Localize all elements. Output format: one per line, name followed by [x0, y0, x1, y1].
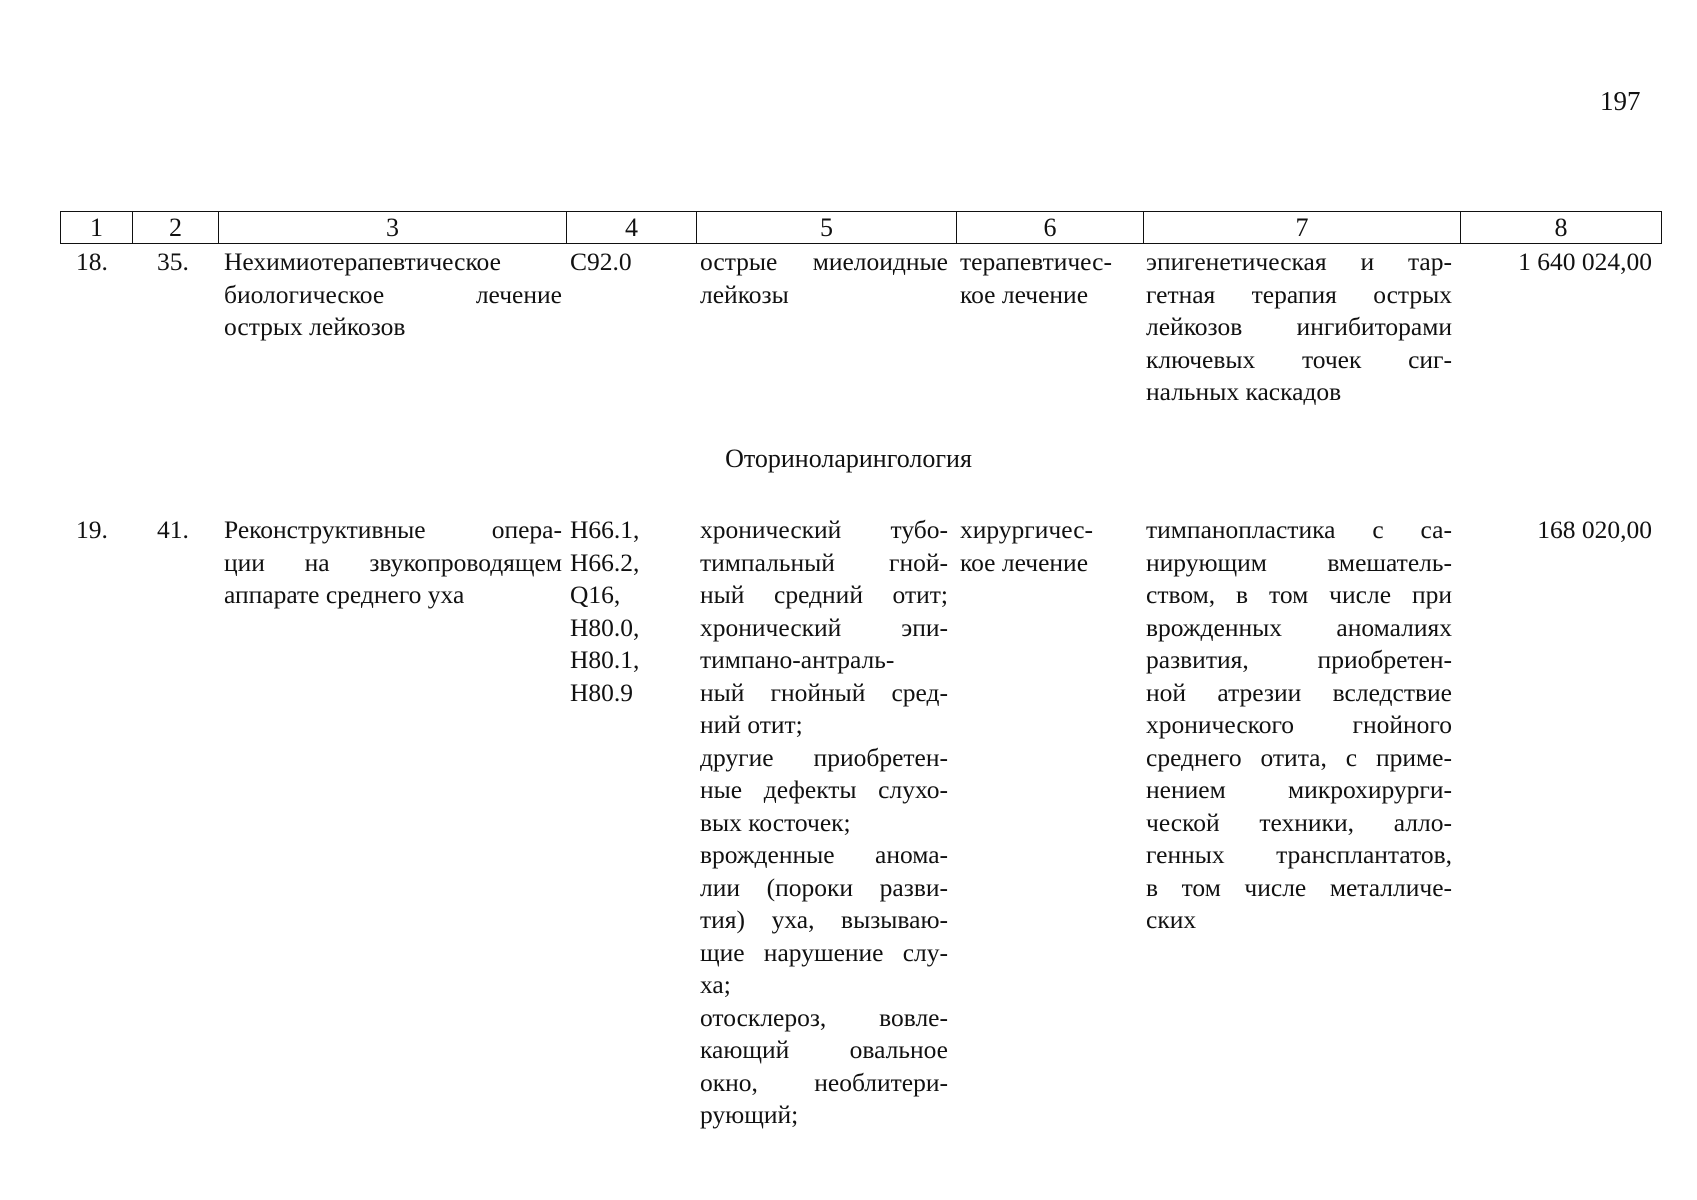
header-col-8: 8 — [1554, 213, 1568, 242]
header-col-3: 3 — [219, 212, 567, 243]
header-col-2: 2 — [133, 212, 219, 243]
group-number: 35. — [157, 247, 189, 276]
cost-value: 168 020,00 — [1537, 515, 1652, 544]
header-col-7: 7 — [1144, 212, 1461, 243]
service-name: Реконструктивные опера- ции на звукопроводящем аппарате среднего уха — [224, 515, 562, 609]
page-number: 197 — [1600, 86, 1641, 116]
patient-model: острые миелоидные лейкозы — [700, 247, 948, 309]
service-name: Нехимиотерапевтическое биологическое лечение острых лейкозов — [224, 247, 562, 341]
header-col-5: 5 — [697, 212, 957, 243]
patient-model: хронический тубо- тимпальный гной- ный средний отит; хронический эпи- тимпано-антраль- ный гнойный сред- ний отит; другие приобретен- ные дефекты слухо- вых косточек; врожденные анома- лии (пороки разви- тия) уха, вызываю- щие нарушение слу- ха; отосклероз, вовле- кающий овальное окно, необлитери- рующий; — [700, 515, 948, 1129]
row-number: 19. — [76, 515, 108, 544]
treatment-method: тимпанопластика с са- нирующим вмешатель- ством, в том числе при врожденных аномалиях развития, приобретен- ной атрезии вследствие хронического гнойного среднего отита, с приме- нением микрохирурги- ческой техники, алло- генных трансплантатов, в том числе металличе- ских — [1146, 515, 1452, 934]
section-title: Оториноларингология — [725, 444, 972, 473]
treatment-method: эпигенетическая и тар- гетная терапия острых лейкозов ингибиторами ключевых точек сиг- нальных каскадов — [1146, 247, 1452, 406]
group-number: 41. — [157, 515, 189, 544]
header-col-6: 6 — [957, 212, 1144, 243]
table-header — [60, 211, 1662, 244]
cost-value: 1 640 024,00 — [1518, 247, 1652, 276]
treatment-type: терапевтичес- кое лечение — [960, 247, 1112, 309]
icd-codes: H66.1, H66.2, Q16, H80.0, H80.1, H80.9 — [570, 515, 640, 707]
treatment-type: хирургичес- кое лечение — [960, 515, 1094, 577]
header-col-1: 1 — [61, 212, 133, 243]
icd-codes: C92.0 — [570, 247, 632, 276]
header-col-4: 4 — [567, 212, 697, 243]
row-number: 18. — [76, 247, 108, 276]
